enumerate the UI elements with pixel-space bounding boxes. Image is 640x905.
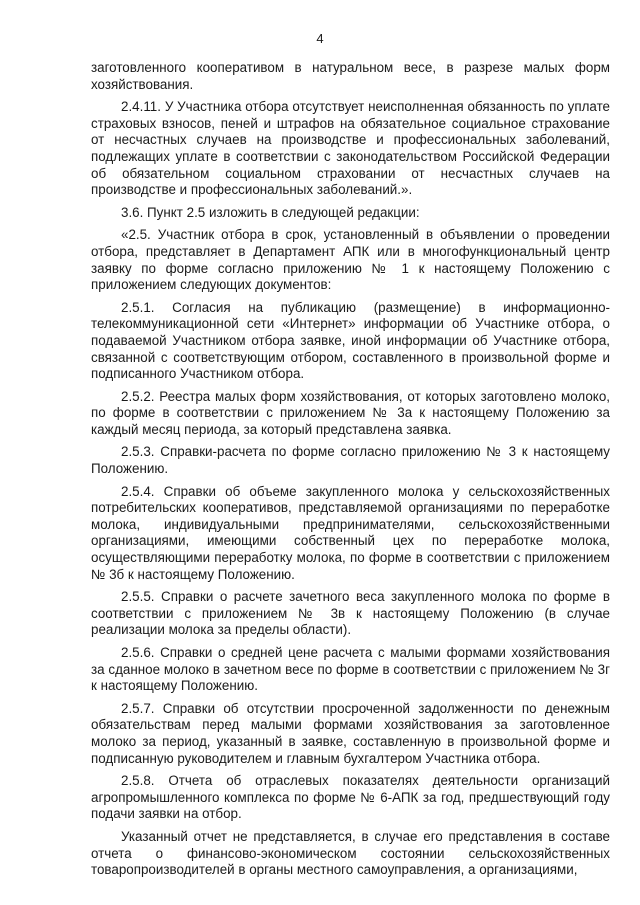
paragraph-2-5-8: 2.5.8. Отчета об отраслевых показателях деятельности организаций агропромышленного комплекса по форме № 6-АПК за год, предшествующий году подачи заявки на отбор. (91, 773, 610, 822)
paragraph-2-5-3: 2.5.3. Справки-расчета по форме согласно приложению № 3 к настоящему Положению. (91, 444, 610, 477)
paragraph-report-note: Указанный отчет не представляется, в случае его представления в составе отчета о финансово-экономическом состоянии сельскохозяйственных товаропроизводителей в органы местного самоуправления, а организациями, (91, 828, 610, 878)
paragraph-2-5: «2.5. Участник отбора в срок, установленный в объявлении о проведении отбора, представляет в Департамент АПК или в многофункциональный центр заявку по форме согласно приложению № 1 к настоящему Положению с приложением следующих документов: (91, 227, 610, 293)
paragraph-2-5-5: 2.5.5. Справки о расчете зачетного веса закупленного молока по форме в соответствии с приложением № 3в к настоящему Положению (в случае реализации молока за пределы области). (91, 589, 610, 638)
paragraph-continuation: заготовленного кооперативом в натуральном весе, в разрезе малых форм хозяйствования. (91, 60, 610, 92)
page-number: 4 (316, 31, 324, 46)
document-body (91, 60, 610, 885)
paragraph-2-5-4: 2.5.4. Справки об объеме закупленного молока у сельскохозяйственных потребительских кооперативов, представляемой организациями по переработке молока, индивидуальными предпринимателями, сельскохозяйственными организациями, имеющими собственный цех по переработке молока, осуществляющими переработку молока, по форме в соответствии с приложением № 3б к настоящему Положению. (91, 483, 610, 582)
paragraph-2-5-2: 2.5.2. Реестра малых форм хозяйствования, от которых заготовлено молоко, по форме в соответствии с приложением № 3а к настоящему Положению за каждый месяц периода, за который представлена заявка. (91, 388, 610, 437)
paragraph-3-6: 3.6. Пункт 2.5 изложить в следующей редакции: (121, 204, 420, 220)
paragraph-2-5-7: 2.5.7. Справки об отсутствии просроченной задолженности по денежным обязательствам перед малыми формами хозяйствования за заготовленное молоко за период, указанный в заявке, составленную в произвольной форме и подписанную руководителем и главным бухгалтером Участника отбора. (91, 700, 610, 766)
paragraph-2-5-6: 2.5.6. Справки о средней цене расчета с малыми формами хозяйствования за сданное молоко в зачетном весе по форме в соответствии с приложением № 3г к настоящему Положению. (91, 645, 610, 694)
paragraph-2-5-1: 2.5.1. Согласия на публикацию (размещение) в информационно-телекоммуникационной сети «Интернет» информации об Участнике отбора, о подаваемой Участником отбора заявке, иной информации об Участнике отбора, связанной с соответствующим отбором, составленного в произвольной форме и подписанного Участником отбора. (91, 299, 610, 382)
paragraph-2-4-11: 2.4.11. У Участника отбора отсутствует неисполненная обязанность по уплате страховых взносов, пеней и штрафов на обязательное социальное страхование от несчастных случаев на производстве и профессиональных заболеваний, подлежащих уплате в соответствии с законодательством Российской Федерации об обязательном социальном страховании от несчастных случаев на производстве и профессиональных заболеваний.». (91, 99, 610, 198)
